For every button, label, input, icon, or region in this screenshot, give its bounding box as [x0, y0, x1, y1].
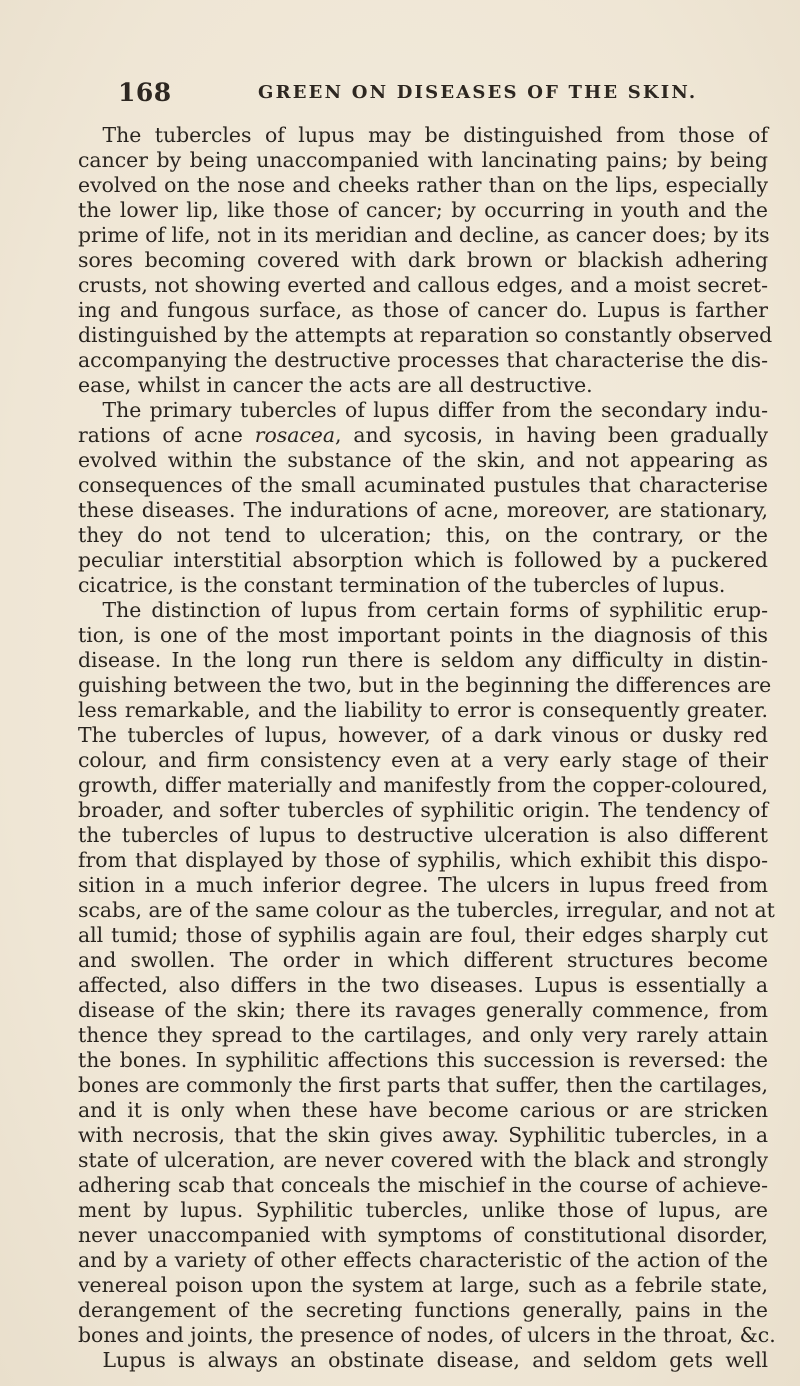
text-line: prime of life, not in its meridian and decline, as cancer does; by its — [78, 223, 770, 247]
running-head: GREEN ON DISEASES OF THE SKIN. — [258, 82, 698, 103]
text-line: all tumid; those of syphilis again are foul, their edges sharply cut — [78, 923, 768, 947]
text-line: distinguished by the attempts at reparation so constantly observed — [78, 323, 773, 347]
text-line: affected, also differs in the two diseases. Lupus is essentially a — [78, 973, 768, 997]
text-line: guishing between the two, but in the beginning the differences are — [78, 673, 772, 697]
text-line: evolved on the nose and cheeks rather than on the lips, especially — [78, 173, 768, 197]
page-header — [118, 78, 758, 114]
text-line: cancer by being unaccompanied with lancinating pains; by being — [78, 148, 768, 172]
text-line: sores becoming covered with dark brown or blackish adhering — [78, 248, 768, 272]
text-line: broader, and softer tubercles of syphilitic origin. The tendency of — [78, 798, 768, 822]
text-line: never unaccompanied with symptoms of constitutional disorder, — [78, 1223, 768, 1247]
text-line: venereal poison upon the system at large, such as a febrile state, — [78, 1273, 768, 1297]
text-line: thence they spread to the cartilages, and only very rarely attain — [78, 1023, 768, 1047]
text-line: disease. In the long run there is seldom any difficulty in distin- — [78, 648, 768, 672]
text-line: cicatrice, is the constant termination of the tubercles of lupus. — [78, 573, 726, 597]
text-line: evolved within the substance of the skin, and not appearing as — [78, 448, 768, 472]
text-fragment: rations of acne rosacea, and sycosis, in having been gradually — [78, 423, 768, 447]
text-line: consequences of the small acuminated pustules that characterise — [78, 473, 768, 497]
paragraph-cancer-distinction — [78, 123, 773, 398]
text-line: bones are commonly the first parts that suffer, then the cartilages, — [78, 1073, 768, 1097]
text-line-with-italic — [78, 423, 768, 448]
italic-term: rosacea — [254, 423, 335, 447]
text-line: Lupus is always an obstinate disease, and seldom gets well — [102, 1348, 768, 1372]
text-line: ment by lupus. Syphilitic tubercles, unlike those of lupus, are — [78, 1198, 768, 1222]
text-line: the bones. In syphilitic affections this succession is reversed: the — [78, 1048, 768, 1072]
paragraph-syphilis-distinction — [78, 598, 776, 1348]
text-line: ing and fungous surface, as those of cancer do. Lupus is farther — [78, 298, 768, 322]
text-line: accompanying the destructive processes that characterise the dis- — [78, 348, 768, 372]
page-number: 168 — [118, 78, 172, 107]
text-line: crusts, not showing everted and callous edges, and a moist secret- — [78, 273, 768, 297]
text-line: scabs, are of the same colour as the tubercles, irregular, and not at — [78, 898, 775, 922]
text-line: The distinction of lupus from certain forms of syphilitic erup- — [102, 598, 768, 622]
text-line: The primary tubercles of lupus differ from the secondary indu- — [102, 398, 768, 422]
text-line: state of ulceration, are never covered with the black and strongly — [78, 1148, 768, 1172]
text-line: bones and joints, the presence of nodes, of ulcers in the throat, &c. — [78, 1323, 776, 1347]
text-line: The tubercles of lupus, however, of a dark vinous or dusky red — [78, 723, 768, 747]
text-line: disease of the skin; there its ravages generally commence, from — [78, 998, 768, 1022]
text-line: and it is only when these have become carious or are stricken — [78, 1098, 768, 1122]
text-line: growth, differ materially and manifestly from the copper-coloured, — [78, 773, 768, 797]
text-line: colour, and firm consistency even at a very early stage of their — [78, 748, 768, 772]
paragraph-acne-distinction — [78, 398, 768, 598]
text-line: sition in a much inferior degree. The ulcers in lupus freed from — [78, 873, 768, 897]
text-line: they do not tend to ulceration; this, on the contrary, or the — [78, 523, 768, 547]
text-line: derangement of the secreting functions generally, pains in the — [78, 1298, 768, 1322]
text-line: and swollen. The order in which different structures become — [78, 948, 768, 972]
body-text — [78, 123, 776, 1373]
text-line: ease, whilst in cancer the acts are all destructive. — [78, 373, 593, 397]
text-line: less remarkable, and the liability to error is consequently greater. — [78, 698, 768, 722]
text-line: from that displayed by those of syphilis, which exhibit this dispo- — [78, 848, 768, 872]
text-line: with necrosis, that the skin gives away. Syphilitic tubercles, in a — [78, 1123, 768, 1147]
text-line: tion, is one of the most important points in the diagnosis of this — [78, 623, 768, 647]
text-line: and by a variety of other effects characteristic of the action of the — [78, 1248, 768, 1272]
text-line: peculiar interstitial absorption which is followed by a puckered — [78, 548, 768, 572]
text-line: The tubercles of lupus may be distinguished from those of — [102, 123, 768, 147]
text-line: the lower lip, like those of cancer; by occurring in youth and the — [78, 198, 768, 222]
text-line: these diseases. The indurations of acne, moreover, are stationary, — [78, 498, 768, 522]
text-line: the tubercles of lupus to destructive ulceration is also different — [78, 823, 768, 847]
paragraph-obstinate-disease — [78, 1348, 768, 1373]
text-line: adhering scab that conceals the mischief in the course of achieve- — [78, 1173, 768, 1197]
